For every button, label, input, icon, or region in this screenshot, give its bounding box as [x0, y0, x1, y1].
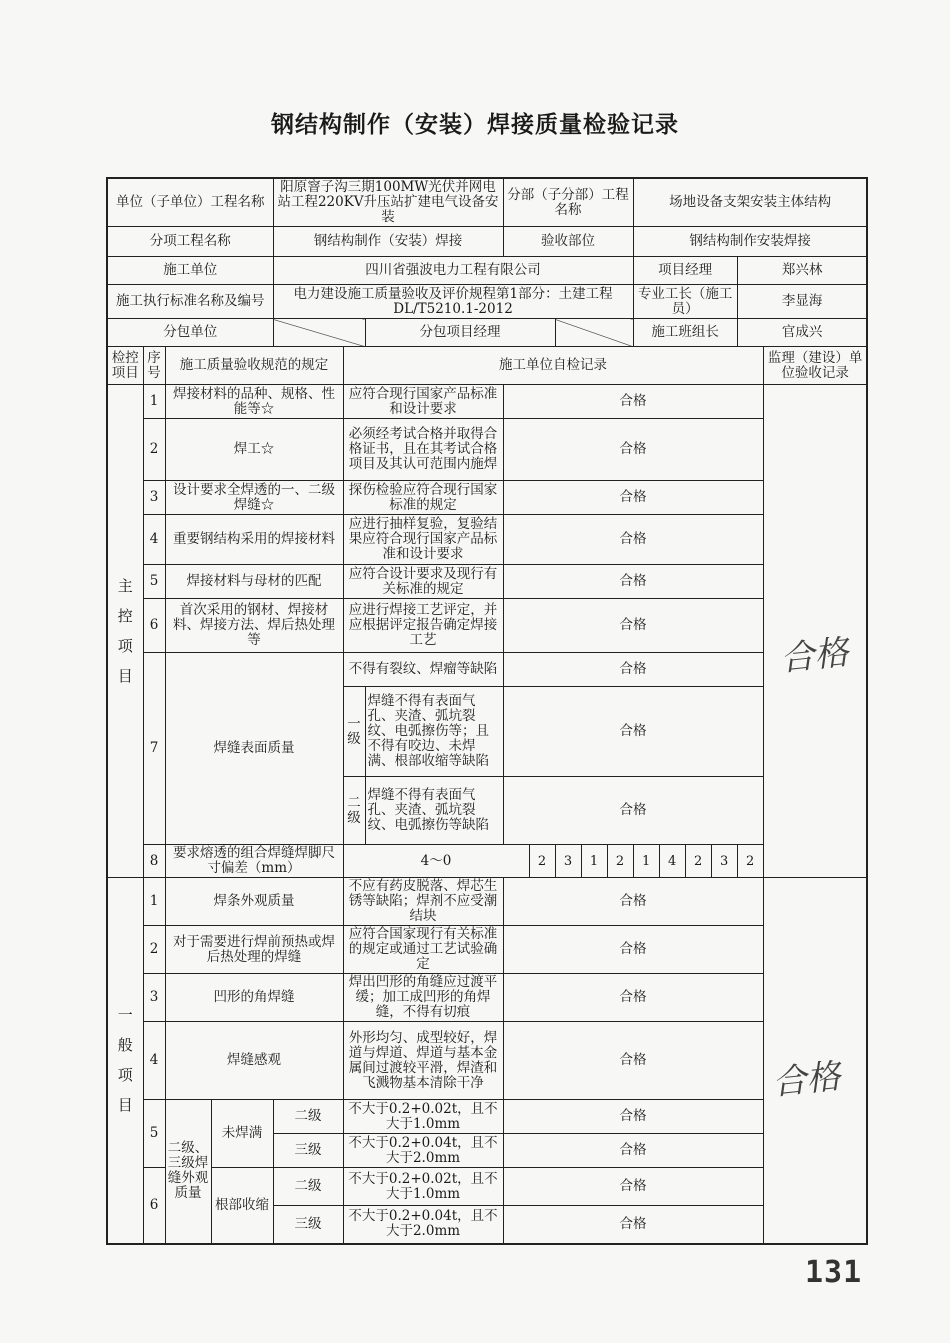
req-cell: 外形均匀、成型较好，焊道与焊道、焊道与基本金属间过渡较平滑，焊渣和飞溅物基本清除干净 [343, 1022, 503, 1100]
group-label: 二级、三级焊缝外观质量 [165, 1100, 211, 1244]
result-cell: 合格 [503, 481, 763, 515]
builder-value: 四川省强波电力工程有限公司 [273, 257, 633, 285]
measure-cell: 1 [633, 845, 659, 878]
std-label: 施工执行标准名称及编号 [107, 285, 273, 319]
req-cell: 探伤检验应符合现行国家标准的规定 [343, 481, 503, 515]
item-cell: 首次采用的钢材、焊接材料、焊接方法、焊后热处理等 [165, 599, 343, 653]
result-cell: 合格 [503, 385, 763, 419]
item-cell: 凹形的角焊缝 [165, 974, 343, 1022]
result-cell: 合格 [503, 878, 763, 926]
measure-cell: 2 [685, 845, 711, 878]
req-cell: 不得有裂纹、焊瘤等缺陷 [343, 653, 503, 687]
main-signature: 合格 [778, 632, 851, 680]
seq-cell: 6 [143, 599, 165, 653]
result-cell: 合格 [503, 777, 763, 845]
item-label: 分项工程名称 [107, 227, 273, 257]
builder-label: 施工单位 [107, 257, 273, 285]
result-cell: 合格 [503, 974, 763, 1022]
result-cell: 合格 [503, 926, 763, 974]
general-category: 一 般 项 目 [107, 878, 143, 1244]
req-cell: 不大于0.2+0.04t，且不大于2.0mm [343, 1134, 503, 1168]
result-cell: 合格 [503, 1134, 763, 1168]
page-title: 钢结构制作（安装）焊接质量检验记录 [271, 112, 679, 138]
pm-label: 项目经理 [633, 257, 737, 285]
seq-cell: 2 [143, 926, 165, 974]
page-number: 131 [805, 1255, 863, 1290]
req-cell: 焊缝不得有表面气孔、夹渣、弧坑裂纹、电弧擦伤等缺陷 [365, 777, 503, 845]
item-cell: 焊接材料的品种、规格、性能等☆ [165, 385, 343, 419]
req-cell: 不大于0.2+0.02t，且不大于1.0mm [343, 1100, 503, 1134]
team-label: 施工班组长 [633, 319, 737, 347]
result-cell: 合格 [503, 565, 763, 599]
col-seq: 序号 [143, 347, 165, 385]
subpart-label: 分部（子分部）工程名称 [503, 178, 633, 227]
accept-label: 验收部位 [503, 227, 633, 257]
req-cell: 4～0 [343, 845, 529, 878]
sub-value-empty [273, 319, 365, 347]
seq-cell: 4 [143, 1022, 165, 1100]
col-category: 检控项目 [107, 347, 143, 385]
foreman-value: 李显海 [737, 285, 867, 319]
req-cell: 不应有药皮脱落、焊芯生锈等缺陷；焊剂不应受潮结块 [343, 878, 503, 926]
seq-cell: 1 [143, 385, 165, 419]
measure-cell: 2 [737, 845, 763, 878]
seq-cell: 6 [143, 1168, 165, 1244]
seq-cell: 5 [143, 1100, 165, 1168]
measure-cell: 3 [711, 845, 737, 878]
item-cell: 焊工☆ [165, 419, 343, 481]
pm-value: 郑兴林 [737, 257, 867, 285]
grade-cell: 三级 [273, 1134, 343, 1168]
req-cell: 焊出凹形的角缝应过渡平缓；加工成凹形的角焊缝，不得有切痕 [343, 974, 503, 1022]
grade-cell: 三级 [273, 1206, 343, 1244]
item-cell: 要求熔透的组合焊缝焊脚尺寸偏差（mm） [165, 845, 343, 878]
grade-cell: 二级 [343, 777, 365, 845]
result-cell: 合格 [503, 653, 763, 687]
measure-cell: 2 [607, 845, 633, 878]
req-cell: 应符合国家现行有关标准的规定或通过工艺试验确定 [343, 926, 503, 974]
result-cell: 合格 [503, 419, 763, 481]
req-cell: 应进行焊接工艺评定，并应根据评定报告确定焊接工艺 [343, 599, 503, 653]
col-spec: 施工质量验收规范的规定 [165, 347, 343, 385]
measure-cell: 4 [659, 845, 685, 878]
seq-cell: 8 [143, 845, 165, 878]
result-cell: 合格 [503, 515, 763, 565]
team-value: 官成兴 [737, 319, 867, 347]
req-cell: 必须经考试合格并取得合格证书，且在其考试合格项目及其认可范围内施焊 [343, 419, 503, 481]
subpart-value: 场地设备支架安装主体结构 [633, 178, 867, 227]
result-cell: 合格 [503, 1168, 763, 1206]
seq-cell: 4 [143, 515, 165, 565]
main-category: 主 控 项 目 [107, 385, 143, 878]
inspection-table [106, 177, 868, 1245]
result-cell: 合格 [503, 1100, 763, 1134]
item-cell: 对于需要进行焊前预热或焊后热处理的焊缝 [165, 926, 343, 974]
measure-cell: 2 [529, 845, 555, 878]
measure-cell: 3 [555, 845, 581, 878]
seq-cell: 7 [143, 653, 165, 845]
item-cell: 根部收缩 [211, 1168, 273, 1244]
col-self-check: 施工单位自检记录 [343, 347, 763, 385]
unit-value: 阳原窨子沟三期100MW光伏并网电站工程220KV升压站扩建电气设备安装 [273, 178, 503, 227]
item-cell: 焊缝表面质量 [165, 653, 343, 845]
std-value: 电力建设施工质量验收及评价规程第1部分：土建工程DL/T5210.1-2012 [273, 285, 633, 319]
item-cell: 未焊满 [211, 1100, 273, 1168]
grade-cell: 一级 [343, 687, 365, 777]
sub-pm-empty [555, 319, 633, 347]
general-signature: 合格 [770, 1056, 843, 1104]
seq-cell: 1 [143, 878, 165, 926]
req-cell: 焊缝不得有表面气孔、夹渣、弧坑裂纹、电弧擦伤等；且不得有咬边、未焊满、根部收缩等缺陷 [365, 687, 503, 777]
grade-cell: 二级 [273, 1100, 343, 1134]
req-cell: 应进行抽样复验，复验结果应符合现行国家产品标准和设计要求 [343, 515, 503, 565]
item-cell: 设计要求全焊透的一、二级焊缝☆ [165, 481, 343, 515]
item-cell: 重要钢结构采用的焊接材料 [165, 515, 343, 565]
result-cell: 合格 [503, 1206, 763, 1244]
req-cell: 应符合设计要求及现行有关标准的规定 [343, 565, 503, 599]
seq-cell: 3 [143, 481, 165, 515]
req-cell: 应符合现行国家产品标准和设计要求 [343, 385, 503, 419]
foreman-label: 专业工长（施工员） [633, 285, 737, 319]
sub-pm-label: 分包项目经理 [365, 319, 555, 347]
unit-label: 单位（子单位）工程名称 [107, 178, 273, 227]
result-cell: 合格 [503, 599, 763, 653]
seq-cell: 3 [143, 974, 165, 1022]
seq-cell: 5 [143, 565, 165, 599]
seq-cell: 2 [143, 419, 165, 481]
measure-cell: 1 [581, 845, 607, 878]
item-value: 钢结构制作（安装）焊接 [273, 227, 503, 257]
req-cell: 不大于0.2+0.02t，且不大于1.0mm [343, 1168, 503, 1206]
accept-value: 钢结构制作安装焊接 [633, 227, 867, 257]
grade-cell: 二级 [273, 1168, 343, 1206]
result-cell: 合格 [503, 1022, 763, 1100]
result-cell: 合格 [503, 687, 763, 777]
item-cell: 焊接材料与母材的匹配 [165, 565, 343, 599]
col-supervision: 监理（建设）单位验收记录 [763, 347, 867, 385]
req-cell: 不大于0.2+0.04t，且不大于2.0mm [343, 1206, 503, 1244]
item-cell: 焊缝感观 [165, 1022, 343, 1100]
sub-label: 分包单位 [107, 319, 273, 347]
item-cell: 焊条外观质量 [165, 878, 343, 926]
